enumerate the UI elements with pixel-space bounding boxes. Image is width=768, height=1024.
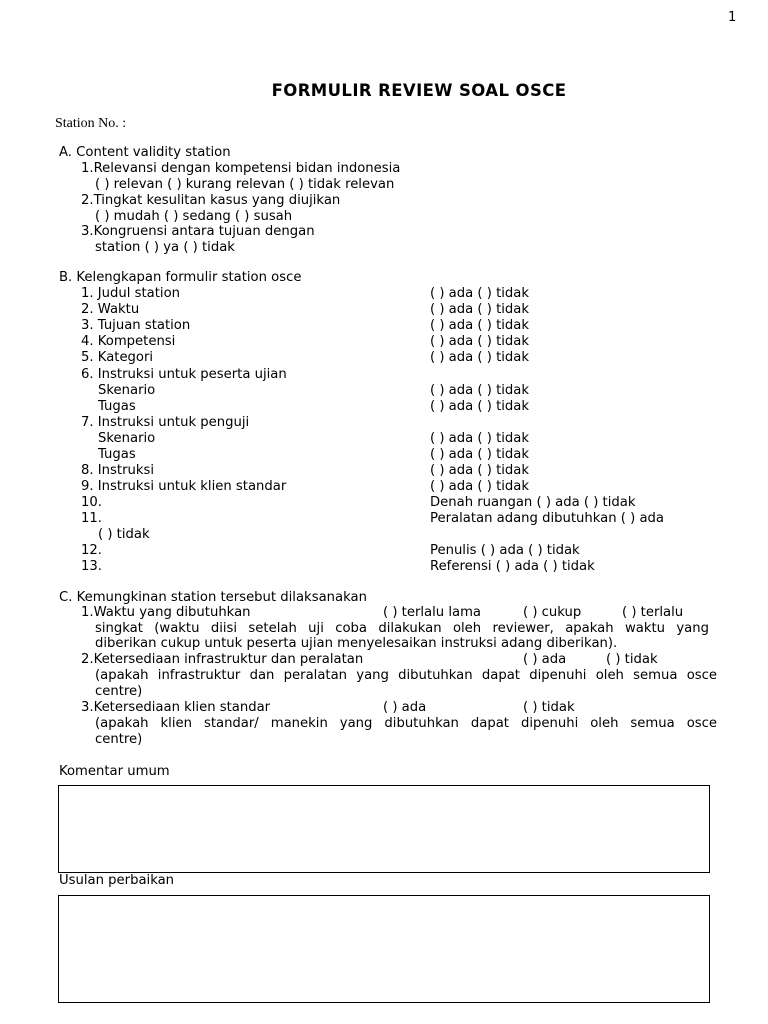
section-b-row-label: 12.: [81, 543, 102, 558]
section-b-row-label: 13.: [81, 559, 102, 574]
section-b-row-label: 4. Kompetensi: [81, 334, 176, 349]
section-b-row-label: 1. Judul station: [81, 286, 180, 301]
section-c-note: centre): [95, 684, 143, 699]
section-b-row-answer: ( ) ada ( ) tidak: [430, 463, 529, 478]
section-b-row-answer: ( ) ada ( ) tidak: [430, 479, 529, 494]
section-b-row-label: 6. Instruksi untuk peserta ujian: [81, 367, 287, 382]
section-c-note: (apakah infrastruktur dan peralatan yang dibutuhkan dapat dipenuhi oleh semua osce: [95, 668, 717, 683]
section-a-options-3: station ( ) ya ( ) tidak: [95, 240, 235, 255]
section-c-question-1: 1.Waktu yang dibutuhkan: [81, 605, 251, 620]
section-b-row-label: 8. Instruksi: [81, 463, 155, 478]
section-b-row-answer: ( ) ada ( ) tidak: [430, 350, 529, 365]
section-b-row-answer: ( ) ada ( ) tidak: [430, 431, 529, 446]
page-title: FORMULIR REVIEW SOAL OSCE: [271, 81, 567, 100]
section-c-option: ( ) ada: [383, 700, 427, 715]
section-b-row-label: Skenario: [98, 383, 156, 398]
section-a-question-1: 1.Relevansi dengan kompetensi bidan indonesia: [81, 161, 401, 176]
section-c-option: ( ) terlalu lama: [383, 605, 482, 620]
section-c-note: (apakah klien standar/ manekin yang dibutuhkan dapat dipenuhi oleh semua osce: [95, 716, 717, 731]
section-b-row-label: 5. Kategori: [81, 350, 154, 365]
usulan-perbaikan-box[interactable]: [58, 895, 710, 1003]
section-c-note: diberikan cukup untuk peserta ujian menyelesaikan instruksi adang diberikan).: [95, 636, 618, 651]
section-a-heading: A. Content validity station: [59, 145, 231, 160]
section-c-question-3: 3.Ketersediaan klien standar: [81, 700, 271, 715]
section-c-option: ( ) tidak: [606, 652, 658, 667]
komentar-umum-box[interactable]: [58, 785, 710, 873]
section-b-row-continuation: ( ) tidak: [98, 527, 150, 542]
section-a-question-2: 2.Tingkat kesulitan kasus yang diujikan: [81, 193, 341, 208]
section-b-row-label: 9. Instruksi untuk klien standar: [81, 479, 287, 494]
section-c-note: singkat (waktu diisi setelah uji coba dilakukan oleh reviewer, apakah waktu yang: [95, 621, 709, 636]
section-b-row-label: Tugas: [98, 399, 136, 414]
komentar-umum-label: Komentar umum: [59, 764, 170, 779]
section-a-options-2: ( ) mudah ( ) sedang ( ) susah: [95, 209, 293, 224]
section-b-row-label: 2. Waktu: [81, 302, 140, 317]
section-b-row-answer: Denah ruangan ( ) ada ( ) tidak: [430, 495, 636, 510]
section-b-row-label: Tugas: [98, 447, 136, 462]
page-number: 1: [728, 10, 737, 25]
section-c-option: ( ) cukup: [523, 605, 582, 620]
section-c-option: ( ) tidak: [523, 700, 575, 715]
section-b-row-label: 11.: [81, 511, 102, 526]
section-b-row-answer: Peralatan adang dibutuhkan ( ) ada: [430, 511, 664, 526]
section-b-row-answer: ( ) ada ( ) tidak: [430, 286, 529, 301]
section-b-row-answer: ( ) ada ( ) tidak: [430, 447, 529, 462]
section-b-row-answer: ( ) ada ( ) tidak: [430, 302, 529, 317]
section-b-row-answer: ( ) ada ( ) tidak: [430, 318, 529, 333]
section-c-option: ( ) terlalu: [622, 605, 684, 620]
section-b-row-label: 3. Tujuan station: [81, 318, 191, 333]
section-c-note: centre): [95, 732, 143, 747]
usulan-perbaikan-label: Usulan perbaikan: [59, 873, 175, 888]
section-b-row-answer: ( ) ada ( ) tidak: [430, 399, 529, 414]
section-c-question-2: 2.Ketersediaan infrastruktur dan peralatan: [81, 652, 364, 667]
section-b-row-label: 7. Instruksi untuk penguji: [81, 415, 250, 430]
section-c-option: ( ) ada: [523, 652, 567, 667]
station-no-label: Station No. :: [55, 116, 127, 131]
section-b-heading: B. Kelengkapan formulir station osce: [59, 270, 302, 285]
section-b-row-answer: Referensi ( ) ada ( ) tidak: [430, 559, 595, 574]
section-a-question-3: 3.Kongruensi antara tujuan dengan: [81, 224, 315, 239]
section-b-row-answer: ( ) ada ( ) tidak: [430, 334, 529, 349]
section-b-row-label: Skenario: [98, 431, 156, 446]
section-a-options-1: ( ) relevan ( ) kurang relevan ( ) tidak relevan: [95, 177, 395, 192]
section-b-row-label: 10.: [81, 495, 102, 510]
section-c-heading: C. Kemungkinan station tersebut dilaksanakan: [59, 590, 367, 605]
section-b-row-answer: ( ) ada ( ) tidak: [430, 383, 529, 398]
section-b-row-answer: Penulis ( ) ada ( ) tidak: [430, 543, 580, 558]
